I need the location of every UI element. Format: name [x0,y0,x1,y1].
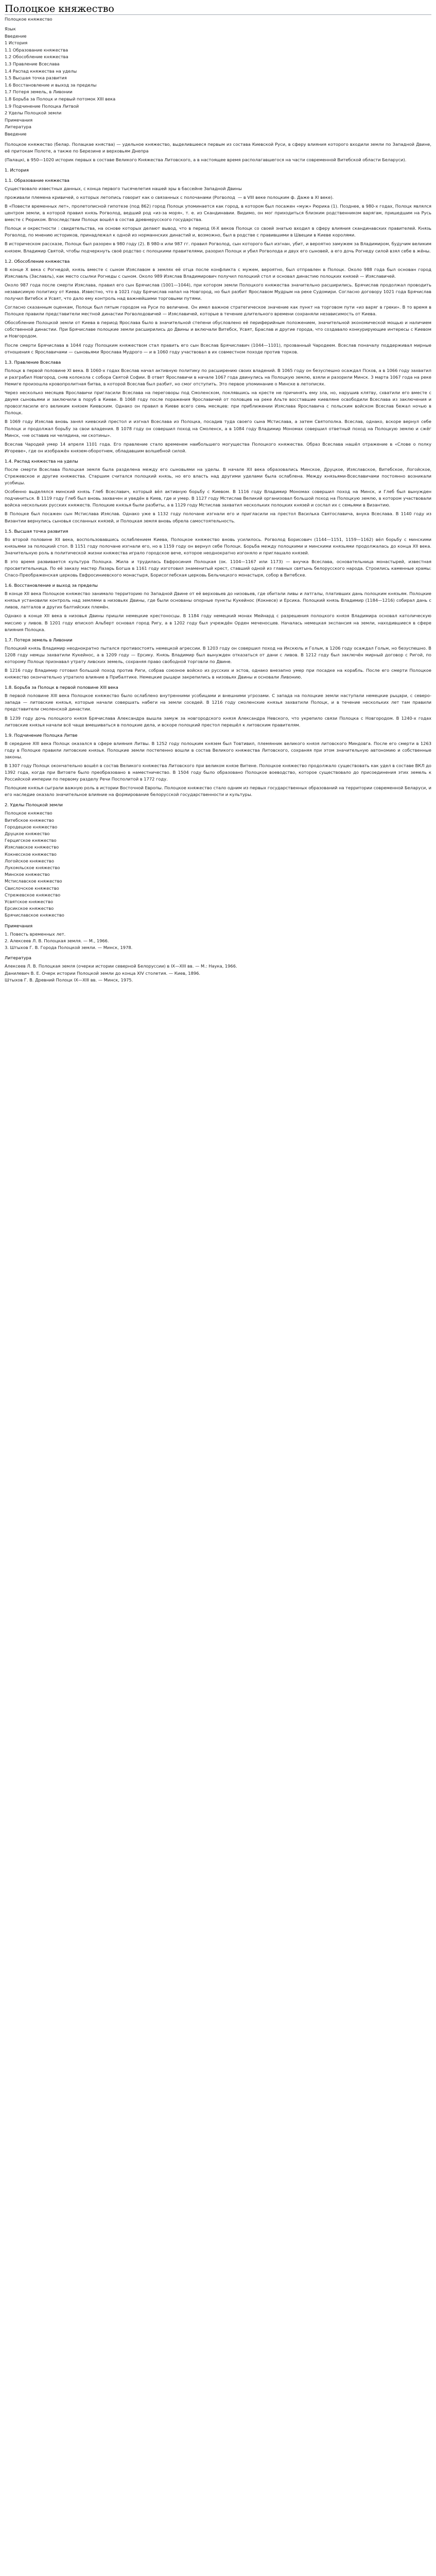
paragraph: Согласно сказанным оценкам, Полоцк был пятым городом на Руси по величине. Он имел важное стратегическое значение как пункт на торговом пути «из варяг в греки». В то время в Полоцке правили представители местной династии Рогволодовичей — Изяславичей, которые в течение длительного времени сохраняли независимость от Киева. [5,304,431,317]
toc-item[interactable]: Введение [5,33,27,39]
paragraph: В середине XIII века Полоцк оказался в сфере влияния Литвы. В 1252 году полоцким князем был Товтивил, племянник великого князя литовского Миндовга. После его смерти в 1263 году в Полоцке правили литовские князья. Полоцкие земли постепенно вошли в состав Великого княжества Литовского, сохраняя при этом значительную автономию и собственные законы. [5,740,431,759]
toc-item[interactable]: 1.8 Борьба за Полоцк и первый потомок XIII века [5,96,116,101]
literature-section [5,955,431,984]
paragraph: Во второй половине XII века, воспользовавшись ослаблением Киева, Полоцкое княжество вновь усилилось. Рогволод Борисович (1144—1151, 1159—1162) вёл борьбу с минскими князьями за полоцкий стол. В 1151 году полочане изгнали его, но в 1159 году он вернул себе Полоцк. Борьба между полоцкими и минскими князьями продолжалась до конца XII века. Значительную роль в политической жизни княжества играло городское вече, которое неоднократно изгоняло и приглашало князей. [5,536,431,555]
subsection-heading: 1.3. Правление Всеслава [5,359,61,365]
paragraph: В первой половине XIII века Полоцкое княжество было ослаблено внутренними усобицами и внешними угрозами. С запада на полоцкие земли наступали немецкие рыцари, с северо-запада — литовские князья, которые начали совершать набеги на земли соседей. В 1216 году смоленские князья захватили Полоцк, и в течение нескольких лет там правили представители смоленской династии. [5,693,431,712]
section-heading: Литература [5,955,32,961]
toc-item[interactable]: 1.3 Правление Всеслава [5,61,60,66]
paragraph: После смерти Всеслава Полоцкая земля была разделена между его сыновьями на уделы. В начале XII века образовались Минское, Друцкое, Изяславское, Витебское, Логойское, Стрежевское и другие княжества. Старшим считался полоцкий князь, но его власть над другими уделами была ослаблена. Между князьями-Всеславичами постоянно возникали усобицы. [5,466,431,486]
intro-paragraph: Полоцкое княжество (белар. Полацкае княства) — удельное княжество, выделившееся первым из состава Киевской Руси, в сферу влияния которого входили земли по Западной Двине, её притокам Полоте, а также по Березине и верховьям Днепра [5,141,431,154]
subsection-heading: 1.6. Восстановление и выход за пределы [5,583,98,588]
paragraph: Однако в конце XII века в низовья Двины пришли немецкие крестоносцы. В 1184 году немецкий монах Мейнард с разрешения полоцкого князя Владимира основал католическую миссию у ливов. В 1201 году епископ Альберт основал город Ригу, а в 1202 году был учреждён Орден меченосцев. Началась немецкая экспансия на земли, находившиеся в сфере влияния Полоцка. [5,613,431,632]
paragraph: В это время развивается культура Полоцка. Жила и трудилась Евфросиния Полоцкая (ок. 1104—1167 или 1173) — внучка Всеслава, основательница монастырей, известная просветительница. По её заказу мастер Лазарь Богша в 1161 году изготовил знаменитый крест, ставший одной из главных святынь белорусского народа. Строились каменные храмы: Спасо-Преображенская церковь Евфросиниевского монастыря, Борисоглебская церковь Бельчицкого монастыря, собор в Витебске. [5,558,431,578]
section-heading: 1. История [5,167,29,173]
note-item: 1. Повесть временных лет. [5,931,66,937]
table-of-contents [5,26,431,138]
toc-item[interactable]: 1.4 Распад княжества на уделы [5,68,77,74]
list-item[interactable]: Городецкое княжество [5,824,58,829]
paragraph: Полоцкий князь Владимир неоднократно пытался противостоять немецкой агрессии. В 1203 году он совершил поход на Икскюль и Гольм, в 1206 году осаждал Гольм, но безуспешно. В 1208 году немцы захватили Кукейнос, а в 1209 году — Ерсику. Князь Владимир был вынужден отказаться от дани с ливов. В 1212 году был заключён мирный договор с Ригой, по которому Полоцк признавал утрату ливских земель, сохраняя право свободной торговли по Двине. [5,645,431,664]
list-item[interactable]: Брячиславское княжество [5,912,64,918]
list-item[interactable]: Лукомльское княжество [5,865,60,871]
list-item[interactable]: Мстиславское княжество [5,878,62,884]
paragraph: В историческом рассказе, Полоцк был разорен в 980 году (2). В 980-х или 987 гг. правил Рогволод, сын которого был изгнан, убит, и вероятно замужем за Владимиром, будучим великим князем. Владимир Святой, чтобы подчеркнуть своё родство с полоцкими правителями, разорил Полоцк и убил Рогволода и двух его сыновей, а его дочь Рогнеду силой взял себе в жёны. [5,241,431,253]
udely-section [5,802,431,919]
paragraph: В 1216 году Владимир готовил большой поход против Риги, собрав союзное войско из русских и эстов, однако внезапно умер при посадке на корабль. После его смерти Полоцкое княжество окончательно утратило влияние в Прибалтике. Немецкие рыцари закрепились в низовьях Двины и основали Ливонию. [5,668,431,680]
list-item[interactable]: Друцкое княжество [5,831,50,837]
toc-item[interactable]: Введение [5,131,27,137]
paragraph: проживали племена кривичей, о которых летопись говорит как о связанных с полочанами (Рогволод ⁠ — в VIII веке полоцким ф. Даже в XI веке). [5,194,334,200]
toc-item[interactable]: 1 Истори‌я [5,40,28,46]
paragraph: Около 987 года после смерти Изяслава, правил его сын Брячислав (1001—1044), при котором земли Полоцкого княжества значительно расширились. Брячислав продолжал проводить независимую политику от Киева. Известно, что в 1021 году Брячислав напал на Новгород, но был разбит Ярославом Мудрым на реке Судомири. Согласно договору 1021 года Брячислав получил Витебск и Усвят, что дало ему контроль над важнейшими торговыми путями. [5,282,431,301]
subsection-heading: 1.1. Образование княжества [5,177,69,183]
toc-item[interactable]: Примечания [5,117,33,123]
subsection-heading: 1.5. Высшая точка развития [5,528,68,534]
paragraph: В «Повести временных лет», пролетописной гипотезе (под 862) город Полоцк упоминается как город, в котором был посажен «муж» Рюрика (1). Позднее, в 980-х годах, Полоцк являлся центром земли, в которой правил князь Рогволод, ведший род «из-за моря», т. е. из Скандинавии. Видимо, он мог приходиться близким родственником варягам, пришедшим на Русь вместе с Рюриком. Впоследствии Полоцк вошёл в состав древнерусского государства. [5,203,431,223]
subsection-heading: 1.7. Потеря земель в Ливонии [5,637,73,642]
list-item[interactable]: Кокнесское княжество [5,851,57,857]
toc-item[interactable]: 1.1 Образование княжества [5,47,68,53]
toc-item[interactable]: Литература [5,124,32,130]
paragraph: В 1069 году Изяслав вновь занял киевский престол и изгнал Всеслава из Полоцка, посадив туда своего сына Мстислава, а затем Святополка. Всеслав, однако, вскоре вернул себе Полоцк и продолжал борьбу за свои владения. В 1078 году он совершил поход на Смоленск, а в 1084 году Владимир Мономах совершил ответный поход на Полоцкую землю и сжёг Минск, «не оставив ни челядина, ни скотины». [5,419,431,438]
section-heading: Примечания [5,923,33,928]
toc-item[interactable]: Язык [5,26,16,31]
paragraph: Обособление Полоцкой земли от Киева в период Ярослава было в значительной степени обусловлено её периферийным положением, значительной экономической мощью и наличием собственной династии. При Брячиславе полоцкие земли расширились до Двины и включали Витебск, Усвят, Браслав и другие города, что создавало конкурирующие интересы с Киевом и Новгородом. [5,320,431,339]
literature-item: Штыхов Г. В. Древний Полоцк IX—XIII вв. — Минск, 1975. [5,977,133,982]
paragraph: После смерти Брячислава в 1044 году Полоцким княжеством стал править его сын Всеслав Брячиславич (1044—1101), прозванный Чародеем. Всеслав поначалу поддерживал мирные отношения с Ярославичами — сыновьями Ярослава Мудрого — и в 1060 году участвовал в их совместном походе против торков. [5,342,431,354]
subsection-heading: 1.2. Обособление княжества [5,258,70,264]
paragraph: Полоцк и окрестности : свидетельства, на основе которых делают вывод, что в период IX-X веков Полоцк со своей знатью входил в сферу влияния скандинавских правителей. Князь Рогволод, по мнению историков, принадлежал к одной из норманнских династий и, возможно, был в родстве с правившими в Швеции в Киеве королями. [5,226,431,238]
paragraph: Полоцк в первой половине XI века. В 1060-х годах Всеслав начал активную политику по расширению своих владений. В 1065 году он безуспешно осаждал Псков, а в 1066 году захватил и разграбил Новгород, сняв колокола с собора Святой Софии. В ответ Ярославичи в начале 1067 года двинулись на Полоцкую землю, взяли и разорили Минск. 3 марта 1067 года на реке Немиге произошла кровопролитная битва, в которой Всеслав был разбит, но смог отступить. Это первое упоминание о Минске в летописях. [5,367,431,386]
history-section [5,167,431,799]
toc-item[interactable]: 1.6 Восстановление и выход за пределы [5,82,97,88]
list-item[interactable]: Свислочское княжество [5,885,59,891]
list-item[interactable]: Витебское княжество [5,817,54,823]
intro-section [5,141,431,163]
literature-item: Данилевич В. Е. Очерк истории Полоцкой земли до конца XIV столетия. — Киев, 1896. [5,970,201,976]
toc-item[interactable]: 1.7 Потеря земель, в Ливонии [5,89,73,95]
intro-paragraph: (Палацкі, в 950—1020 историк первых в составе Великого Княжества Литовского, а в настоящее время располагавшегося на части современной Витебской области Беларуси). [5,157,407,162]
list-item[interactable]: Стрежевское княжество [5,892,61,897]
paragraph: Через несколько месяцев Ярославичи пригласили Всеслава на переговоры под Смоленском, поклявшись на кресте не причинять ему зла, но, нарушив клятву, схватили его вместе с двумя сыновьями и заключили в поруб в Киеве. В 1068 году после поражения Ярославичей от половцев на реке Альте восставшие киевляне освободили Всеслава из заключения и провозгласили его великим князем Киевским. Однако он правил в Киеве всего семь месяцев: при приближении Изяслава Ярославича с польским войском Всеслав бежал ночью в Полоцк. [5,390,431,416]
list-item[interactable]: Ерсикское княжество [5,906,54,911]
list-item[interactable]: Минское княжество [5,872,50,877]
section-heading: 2. Уделы Полоцкой земли [5,802,63,808]
list-item[interactable]: Полоцкое княжество [5,810,53,816]
toc-item[interactable]: 1.5 Высшая точка развития [5,75,67,81]
literature-item: Алексеев Л. В. Полоцкая земля (очерки истории северной Белоруссии) в IX—XIII вв. — М.: Наука, 1966. [5,963,237,969]
subsection-heading: 1.8. Борьба за Полоцк в первой половине XIII века [5,685,118,690]
list-item[interactable]: Герцигское княжество [5,838,57,843]
note-item: 3. Штыхов Г. В. Города Полоцкой земли. — Минск, 1978. [5,945,133,951]
paragraph: Особенно выделялся минский князь Глеб Всеславич, который вёл активную борьбу с Киевом. В 1116 году Владимир Мономах совершил поход на Минск, и Глеб был вынужден подчиниться. В 1119 году Глеб был вновь захвачен и уведён в Киев, где и умер. В 1127 году Мстислав Великий организовал большой поход на Полоцкую землю, в котором участвовали войска нескольких русских княжеств. Полоцкие князья были разбиты, а в 1129 году Мстислав захватил нескольких полоцких князей и сослал их с семьями в Византию. [5,489,431,508]
subsection-heading: 1.4. Распад княжества на уделы [5,458,78,464]
paragraph: В конце X века с Рогнедой, князь вместе с сыном Изяславом в землях её отца после конфликта с мужем, вероятно, был отправлен в Полоцк. Около 988 года был основан город Изяславль (Заславль), как место ссылки Рогнеды с сыном. Около 989 Изяслав Владимирович получил полоцкий стол и основал династию полоцких князей — Изяславичей. [5,266,431,279]
notes-section [5,923,431,952]
toc-item[interactable]: 2 Уделы Полоцкой земли [5,110,62,116]
toc-item[interactable]: 1.9 Подчинение Полоцка Литвой [5,103,79,109]
list-item[interactable]: Логойское княжество [5,858,54,863]
paragraph: В конце XII века Полоцкое княжество занимало территорию по Западной Двине от её верховьев до низовьев, где обитали ливы и латгалы, плативших дань полоцким князьям. Полоцкие князья установили контроль над землями в низовьях Двины, где были основаны опорные пункты Кукейнос (Кокнесе) и Ерсика. Полоцкий князь Владимир (1184—1216) собирал дань с ливов, латгалов и других балтийских племён. [5,591,431,610]
page-title: Полоцкое княжество [5,3,431,15]
paragraph: В 1307 году Полоцк окончательно вошёл в состав Великого княжества Литовского при великом князе Витене. Полоцкое княжество продолжало существовать как удел в составе ВКЛ до 1392 года, когда при Витовте было преобразовано в наместничество. В 1504 году было образовано Полоцкое воеводство, которое существовало до присоединения этих земель к Российской империи по первому разделу Речи Посполитой в 1772 году. [5,762,431,782]
paragraph: В Полоцке был посажен сын Мстислава Изяслав. Однако уже в 1132 году полочане изгнали его и пригласили на престол Василька Святославича, внука Всеслава. В 1140 году из Византии вернулись сыновья сосланных князей, и Полоцкая земля вновь обрела самостоятельность. [5,511,431,523]
paragraph: В 1239 году дочь полоцкого князя Брячислава Александра вышла замуж за новгородского князя Александра Невского, что укрепило связи Полоцка с Новгородом. В 1240-х годах литовские князья начали всё чаще вмешиваться в полоцкие дела, и вскоре полоцкий престол перешёл к литовским правителям. [5,715,431,727]
paragraph: Всеслав Чародей умер 14 апреля 1101 года. Его правление стало временем наибольшего могущества Полоцкого княжества. Образ Всеслава нашёл отражение в «Слове о полку Игореве», где он изображён князем-оборотнем, обладавшим волшебной силой. [5,441,431,453]
page-subtitle: Полоцкое княжество [5,16,53,22]
toc-item[interactable]: 1.2 Обособление княжества [5,54,68,60]
note-item: 2. Алексеев Л. В. Полоцкая земля. — М., 1966. [5,938,109,943]
list-item[interactable]: Усвятское княжество [5,899,54,905]
paragraph: Полоцкие князья сыграли важную роль в истории Восточной Европы. Полоцкое княжество стало одним из первых государственных образований на территории современной Беларуси, и его наследие оказало значительное влияние на формирование белорусской государственности и культуры. [5,785,431,798]
subsection-heading: 1.9. Подчинение Полоцка Литве [5,732,78,738]
paragraph: Существовало известных данных, с конца первого тысячелетия нашей эры в бассейне Западной Двины [5,185,242,191]
list-item[interactable]: Изяславское княжество [5,844,59,850]
